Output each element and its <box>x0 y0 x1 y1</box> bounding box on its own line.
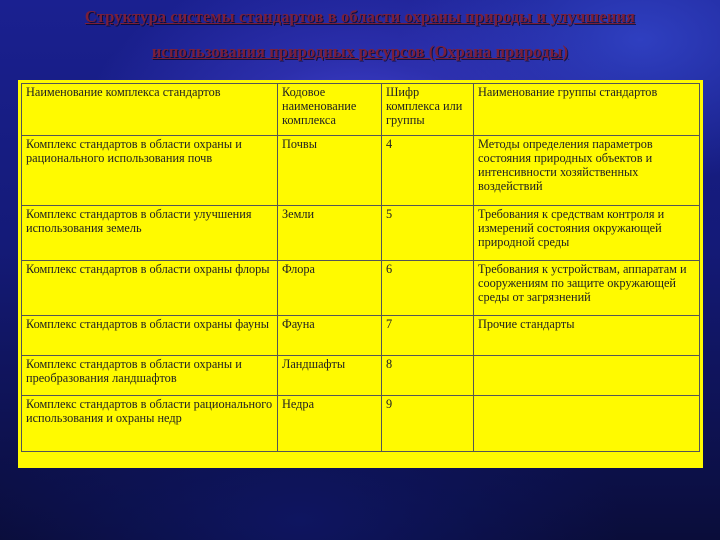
cell-complex: Комплекс стандартов в области охраны и рационального использования почв <box>22 136 278 206</box>
table-row <box>22 136 700 206</box>
slide-title-line-1: Структура системы стандартов в области охраны природы и улучшения <box>84 7 636 26</box>
cell-cipher: 8 <box>382 356 474 396</box>
cell-complex: Комплекс стандартов в области охраны фауны <box>22 316 278 356</box>
header-code-name: Кодовое наименование комплекса <box>278 84 382 136</box>
cell-complex: Комплекс стандартов в области улучшения использования земель <box>22 206 278 261</box>
header-cipher: Шифр комплекса или группы <box>382 84 474 136</box>
cell-group: Требования к устройствам, аппаратам и сооружениям по защите окружающей среды от загрязнений <box>474 261 700 316</box>
table-header-row <box>22 84 700 136</box>
cell-cipher: 9 <box>382 396 474 452</box>
cell-code: Фауна <box>278 316 382 356</box>
table-row <box>22 261 700 316</box>
cell-code: Недра <box>278 396 382 452</box>
cell-group <box>474 356 700 396</box>
cell-code: Почвы <box>278 136 382 206</box>
cell-cipher: 6 <box>382 261 474 316</box>
cell-cipher: 4 <box>382 136 474 206</box>
cell-complex: Комплекс стандартов в области рационального использования и охраны недр <box>22 396 278 452</box>
cell-group <box>474 396 700 452</box>
slide-title-line-2: использования природных ресурсов (Охрана природы) <box>151 42 569 61</box>
table-row <box>22 356 700 396</box>
table-row <box>22 206 700 261</box>
cell-code: Флора <box>278 261 382 316</box>
cell-code: Земли <box>278 206 382 261</box>
cell-code: Ландшафты <box>278 356 382 396</box>
cell-cipher: 5 <box>382 206 474 261</box>
cell-group: Прочие стандарты <box>474 316 700 356</box>
cell-complex: Комплекс стандартов в области охраны и преобразования ландшафтов <box>22 356 278 396</box>
cell-cipher: 7 <box>382 316 474 356</box>
cell-group: Методы определения параметров состояния природных объектов и интенсивности хозяйственных воздействий <box>474 136 700 206</box>
table-panel <box>18 80 703 468</box>
standards-table <box>21 83 700 452</box>
table-row <box>22 316 700 356</box>
header-group-name: Наименование группы стандартов <box>474 84 700 136</box>
table-row <box>22 396 700 452</box>
cell-complex: Комплекс стандартов в области охраны флоры <box>22 261 278 316</box>
cell-group: Требования к средствам контроля и измерений состояния окружающей природной среды <box>474 206 700 261</box>
header-complex-name: Наименование комплекса стандартов <box>22 84 278 136</box>
